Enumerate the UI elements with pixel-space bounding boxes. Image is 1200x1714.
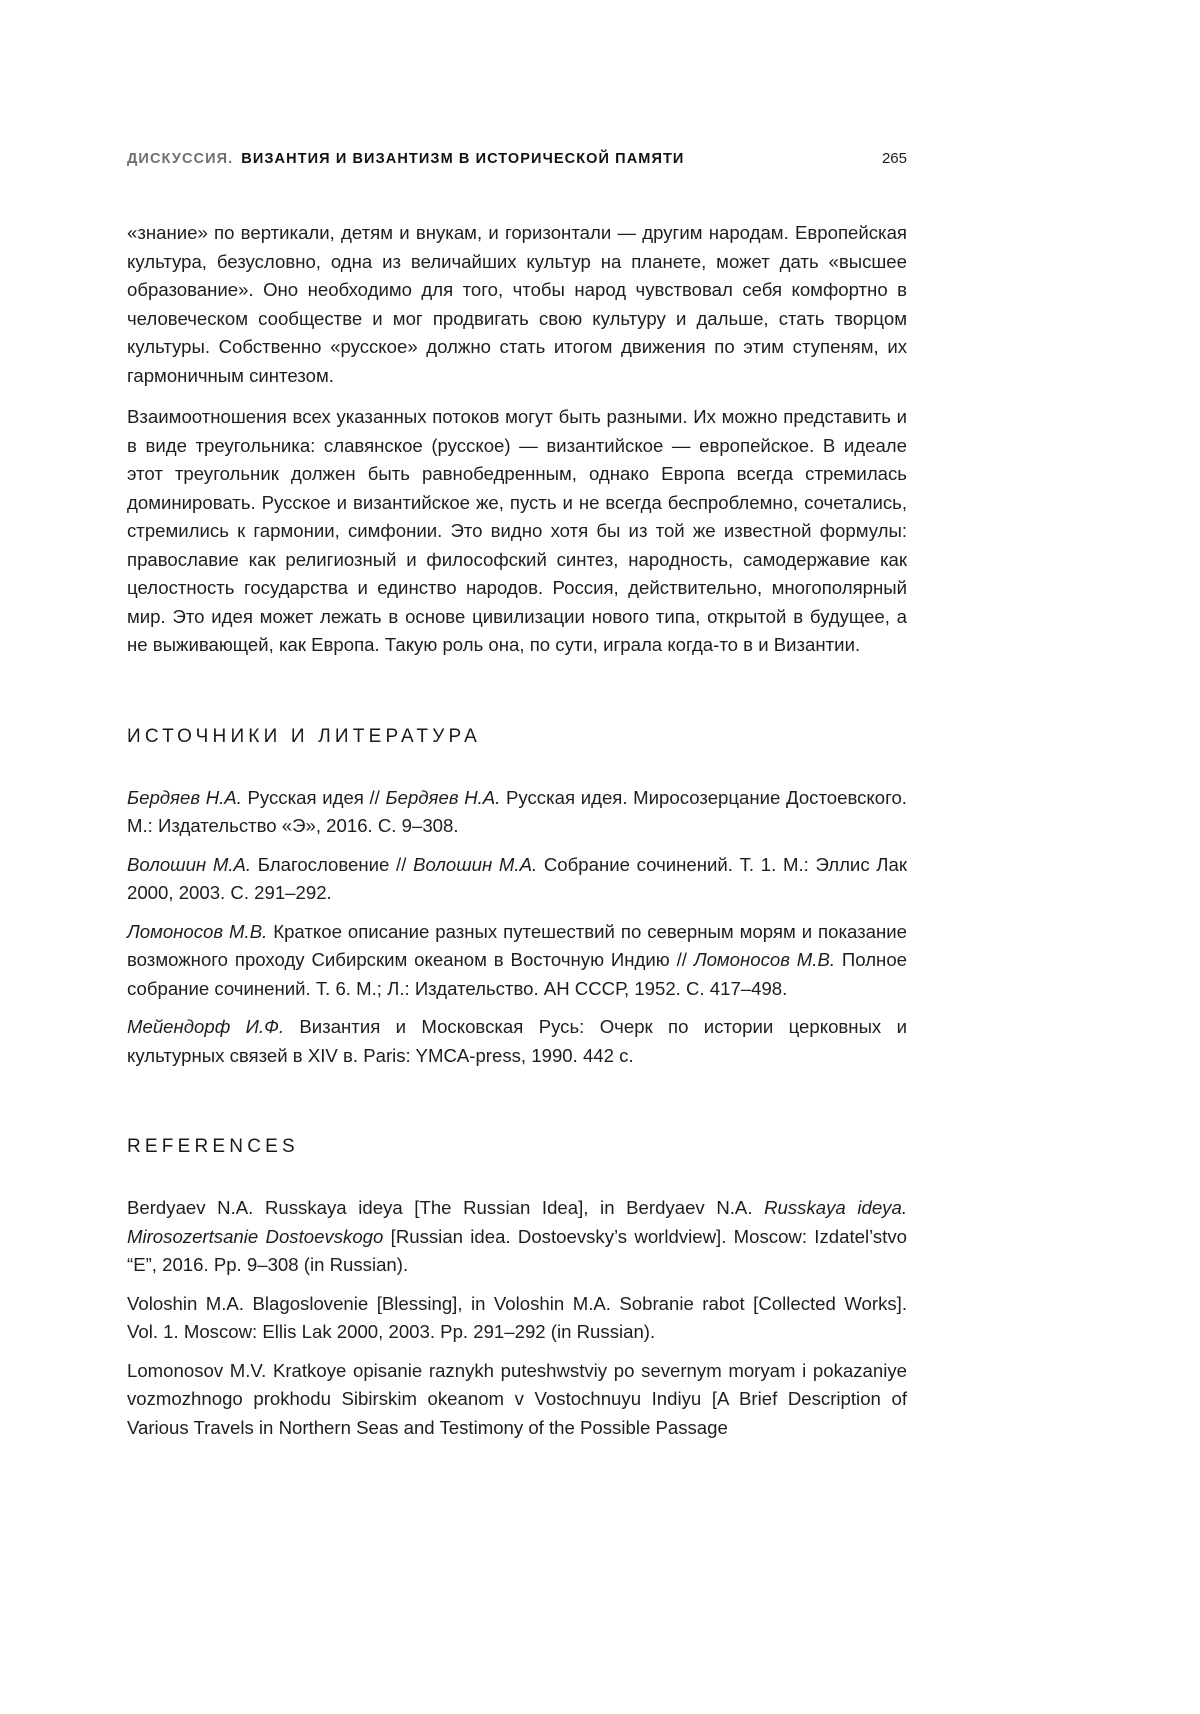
entry-text: Собрание сочинений. Т. 1. М.: Эллис Лак 2000, 2003. С. 291–292. bbox=[127, 853, 907, 903]
sources-list bbox=[127, 784, 907, 1071]
entry-author-italic: Мейендорф И.Ф. bbox=[127, 1016, 285, 1037]
reference-entry bbox=[127, 1290, 907, 1347]
entry-text: Berdyaev N.A. Russkaya ideya [The Russian Idea], in Berdyaev N.A. bbox=[127, 1197, 765, 1218]
source-entry bbox=[127, 918, 907, 1004]
source-entry bbox=[127, 851, 907, 908]
entry-author-italic: Russkaya ideya. Mirosozertsanie Dostoevskogo bbox=[127, 1197, 907, 1247]
entry-author-italic: Ломоносов М.В. bbox=[127, 920, 268, 942]
source-entry bbox=[127, 1013, 907, 1070]
entry-author-italic: Волошин М.А. bbox=[127, 853, 252, 875]
running-header-left bbox=[127, 151, 684, 167]
page-number: 265 bbox=[881, 150, 907, 167]
entry-text: Lomonosov M.V. Kratkoye opisanie raznykh puteshwstviy po severnym moryam i pokazaniye vozmozhnogo prokhodu Sibirskim okeanom v Vostochnuyu Indiyu [A Brief Description of Various Travels in Northern Seas and Testimony of the Possible Passage bbox=[127, 1359, 907, 1438]
entry-text: [Russian idea. Dostoevsky’s worldview]. Moscow: Izdatel’stvo “E”, 2016. Pp. 9–308 (in Russian). bbox=[127, 1225, 907, 1275]
page-main bbox=[127, 219, 907, 1442]
entry-text: Voloshin M.A. Blagoslovenie [Blessing], in Voloshin M.A. Sobranie rabot [Collected Works]. Vol. 1. Moscow: Ellis Lak 2000, 2003. Pp. 291–292 (in Russian). bbox=[127, 1292, 907, 1342]
entry-text: Краткое описание разных путешествий по северным морям и показание возможного проходу Сибирским океаном в Восточную Индию // bbox=[127, 920, 907, 970]
source-entry bbox=[127, 784, 907, 841]
body-paragraph: Взаимоотношения всех указанных потоков могут быть разными. Их можно представить и в виде треугольника: славянское (русское) — византийское — европейское. В идеале этот треугольник должен быть равнобедренным, однако Европа всегда стремилась доминировать. Русское и византийское же, пусть и не всегда беспроблемно, сочетались, стремились к гармонии, симфонии. Это видно хотя бы из той же известной формулы: православие как религиозный и философский синтез, народность, самодержавие как целостность государства и единство народов. Россия, действительно, многополярный мир. Это идея может лежать в основе цивилизации нового типа, открытой в будущее, а не выживающей, как Европа. Такую роль она, по сути, играла когда-то в и Византии. bbox=[127, 406, 907, 655]
entry-text: Русская идея // bbox=[241, 786, 386, 808]
reference-entry bbox=[127, 1194, 907, 1280]
text-column bbox=[127, 150, 907, 1452]
entry-text: Русская идея. Миросозерцание Достоевского. М.: Издательство «Э», 2016. С. 9–308. bbox=[127, 786, 907, 836]
running-header bbox=[127, 150, 907, 167]
entry-text: Благословение // bbox=[251, 853, 414, 875]
entry-author-italic: Бердяев Н.А. bbox=[385, 786, 501, 808]
entry-author-italic: Бердяев Н.А. bbox=[127, 786, 242, 808]
references-heading: REFERENCES bbox=[127, 1136, 299, 1157]
entry-text: Византия и Московская Русь: Очерк по истории церковных и культурных связей в XIV в. Paris: YMCA-press, 1990. 442 с. bbox=[127, 1016, 907, 1066]
reference-entry bbox=[127, 1357, 907, 1443]
header-section-label: ДИСКУССИЯ. bbox=[127, 151, 234, 167]
body-paragraph: «знание» по вертикали, детям и внукам, и горизонтали — другим народам. Европейская культура, безусловно, одна из величайших культур на планете, может дать «высшее образование». Оно необходимо для того, чтобы народ чувствовал себя комфортно в человеческом сообществе и мог продвигать свою культуру и дальше, стать творцом культуры. Собственно «русское» должно стать итогом движения по этим ступеням, их гармоничным синтезом. bbox=[127, 222, 907, 386]
sources-heading: ИСТОЧНИКИ И ЛИТЕРАТУРА bbox=[127, 725, 481, 747]
entry-author-italic: Волошин М.А. bbox=[413, 853, 538, 875]
entry-author-italic: Ломоносов М.В. bbox=[693, 949, 836, 970]
entry-text: Полное собрание сочинений. Т. 6. М.; Л.: Издательство. АН СССР, 1952. С. 417–498. bbox=[127, 949, 908, 999]
references-list bbox=[127, 1194, 907, 1442]
body-paragraphs bbox=[127, 219, 907, 660]
header-title: ВИЗАНТИЯ И ВИЗАНТИЗМ В ИСТОРИЧЕСКОЙ ПАМЯТИ bbox=[241, 151, 685, 167]
